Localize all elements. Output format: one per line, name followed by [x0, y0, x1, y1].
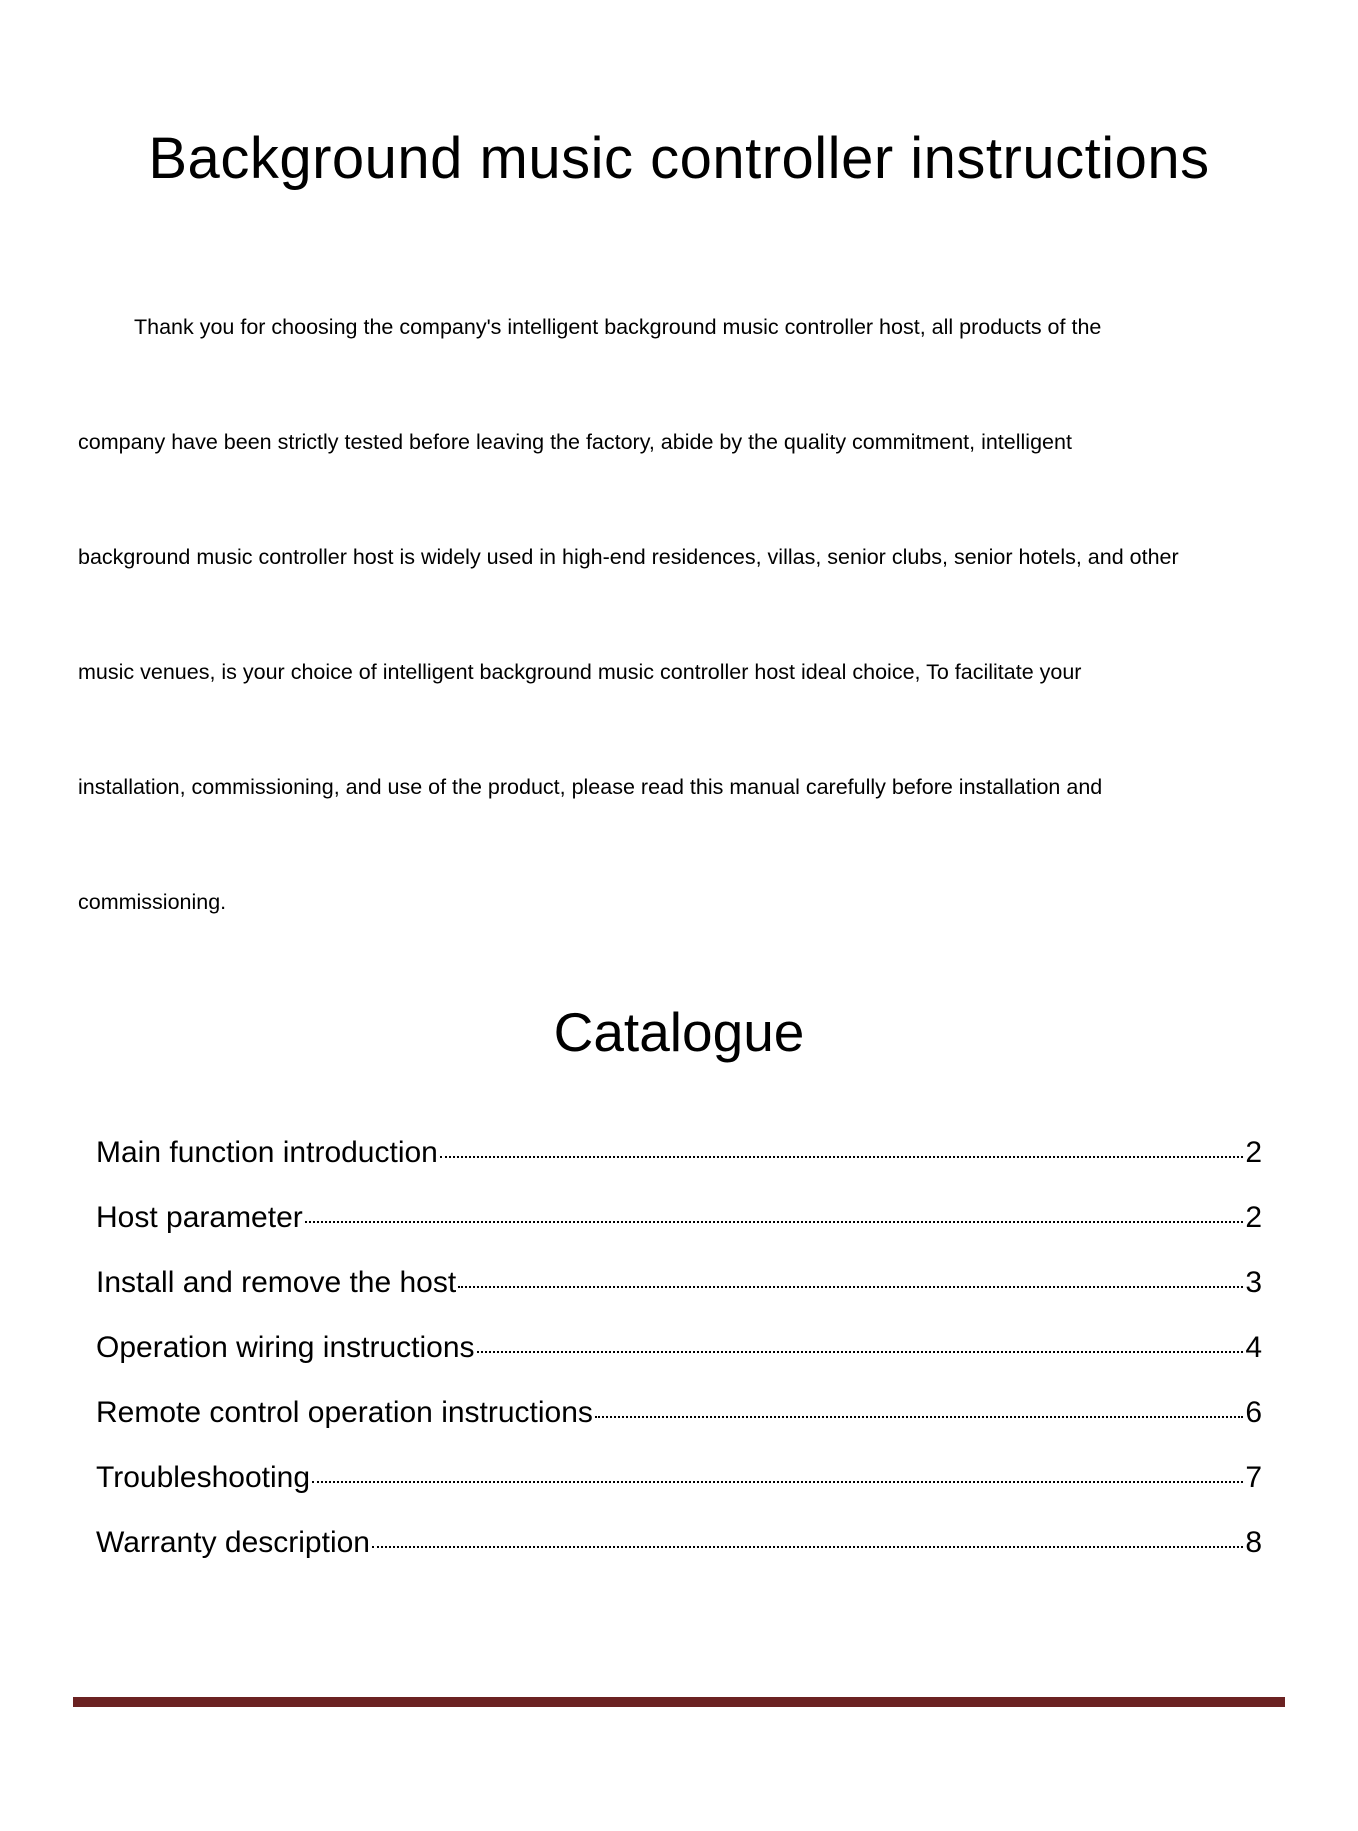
toc-dot-leader [440, 1126, 1243, 1158]
page-title: Background music controller instructions [148, 126, 1210, 191]
toc-dot-leader [595, 1386, 1243, 1418]
toc-entry-label: Operation wiring instructions [96, 1331, 475, 1364]
intro-paragraph [78, 270, 1298, 960]
toc-dot-leader [458, 1256, 1243, 1288]
intro-line: background music controller host is widely used in high-end residences, villas, senior clubs, senior hotels, and other [78, 545, 1179, 569]
toc-page-number: 6 [1245, 1396, 1262, 1429]
toc-entry-label: Install and remove the host [96, 1266, 457, 1299]
toc-entry-warranty[interactable] [96, 1520, 1262, 1585]
catalogue-title: Catalogue [553, 1001, 805, 1063]
toc-entry-label: Warranty description [96, 1526, 370, 1559]
toc-page-number: 3 [1245, 1266, 1262, 1299]
toc-dot-leader [477, 1321, 1244, 1353]
toc-entry-host-parameter[interactable] [96, 1195, 1262, 1260]
toc-entry-label: Remote control operation instructions [96, 1396, 593, 1429]
toc-entry-troubleshooting[interactable] [96, 1455, 1262, 1520]
intro-line: installation, commissioning, and use of the product, please read this manual carefully before installation and [78, 775, 1103, 799]
toc-entry-label: Main function introduction [96, 1136, 438, 1169]
toc-entry-main-function[interactable] [96, 1130, 1262, 1195]
toc-page-number: 2 [1245, 1201, 1262, 1234]
toc-page-number: 4 [1245, 1331, 1262, 1364]
intro-line: music venues, is your choice of intelligent background music controller host ideal choice, To facilitate your [78, 660, 1082, 684]
toc-page-number: 2 [1245, 1136, 1262, 1169]
toc-entry-install-remove[interactable] [96, 1260, 1262, 1325]
table-of-contents [96, 1130, 1262, 1585]
toc-entry-remote-control[interactable] [96, 1390, 1262, 1455]
intro-line: Thank you for choosing the company's intelligent background music controller host, all products of the [134, 315, 1102, 339]
toc-dot-leader [305, 1191, 1244, 1223]
footer-divider-bar [73, 1697, 1285, 1707]
toc-entry-label: Troubleshooting [96, 1461, 311, 1494]
toc-page-number: 8 [1245, 1526, 1262, 1559]
toc-page-number: 7 [1245, 1461, 1262, 1494]
toc-entry-label: Host parameter [96, 1201, 303, 1234]
toc-dot-leader [312, 1451, 1243, 1483]
intro-line: company have been strictly tested before leaving the factory, abide by the quality commitment, intelligent [78, 430, 1072, 454]
intro-line: commissioning. [78, 890, 227, 914]
toc-dot-leader [372, 1516, 1243, 1548]
toc-entry-operation-wiring[interactable] [96, 1325, 1262, 1390]
